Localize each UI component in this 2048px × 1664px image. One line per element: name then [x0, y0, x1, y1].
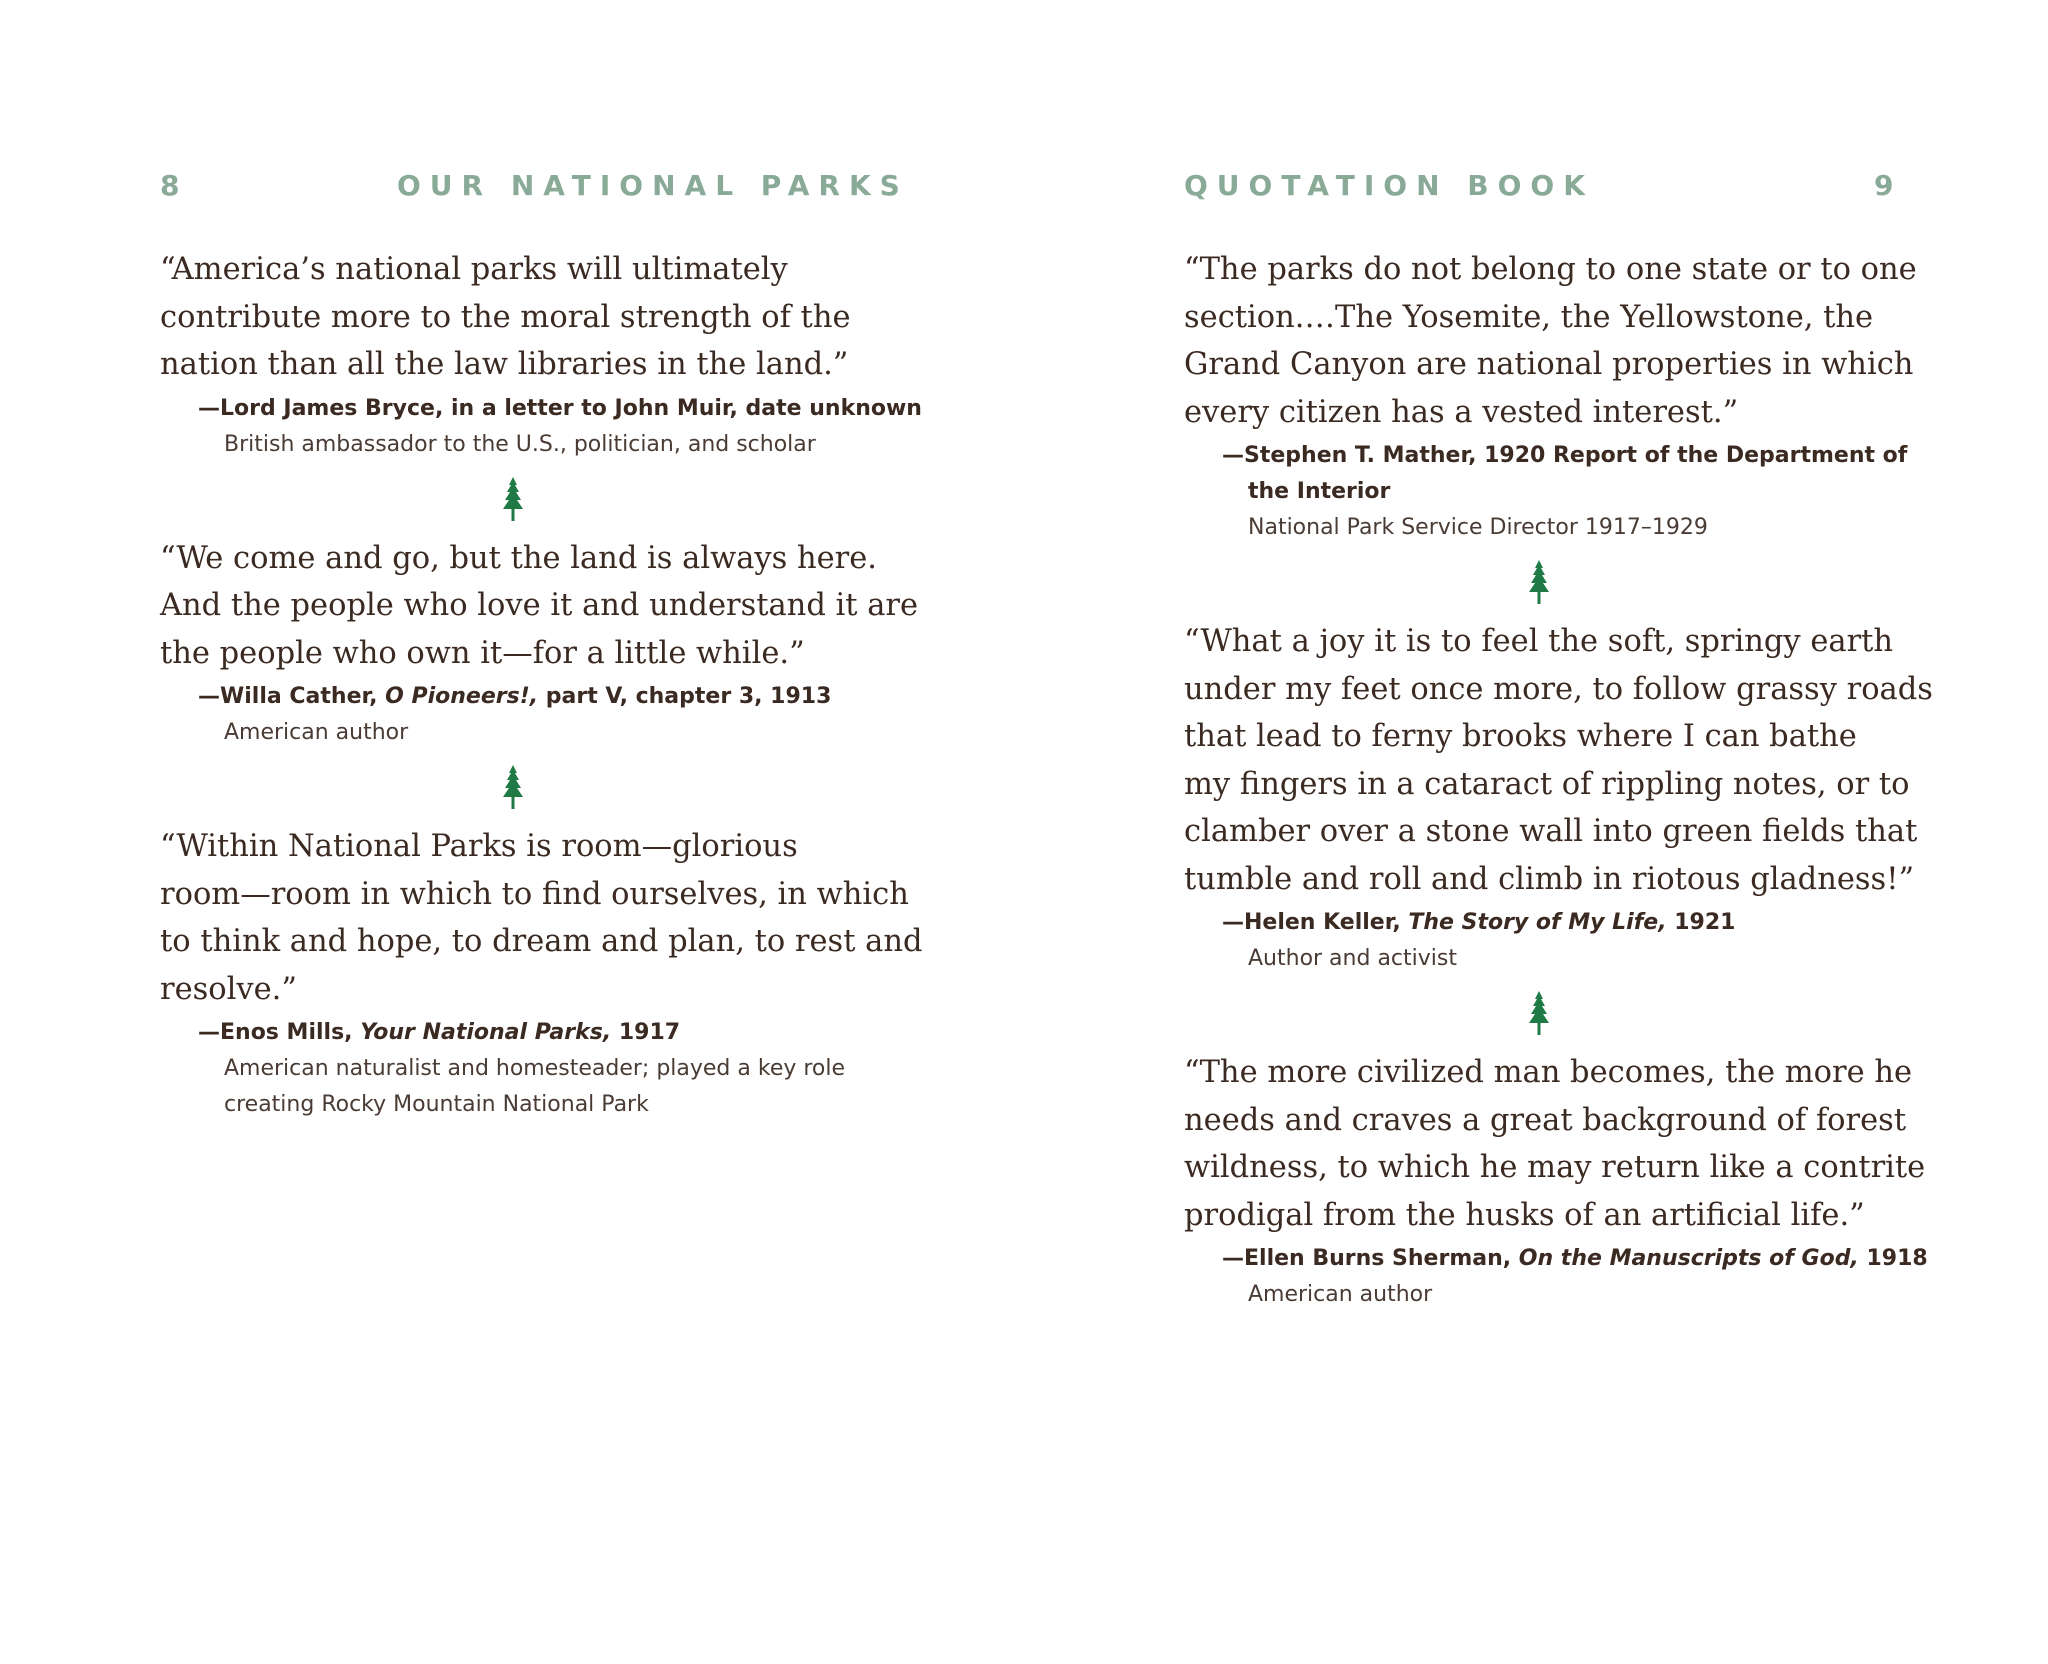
quote-line: Grand Canyon are national properties in which [1184, 347, 1914, 382]
quote-line: room—room in which to find ourselves, in which [160, 876, 909, 912]
quote-line: resolve.” [160, 971, 297, 1007]
attribution: —Willa Cather, O Pioneers!, part V, chapter 3, 1913 [198, 684, 832, 709]
pine-tree-icon [500, 763, 526, 811]
right-page [1024, 0, 2048, 1664]
separator [160, 751, 866, 823]
quote-line: tumble and roll and climb in riotous gladness!” [1184, 861, 1915, 897]
quote-block [1184, 246, 1933, 546]
separator [160, 463, 866, 535]
author-description: American author [1248, 1282, 1433, 1307]
quote-line: “The parks do not belong to one state or to one [1184, 252, 1917, 287]
author-description: British ambassador to the U.S., politician, and scholar [224, 431, 816, 457]
quote-column [160, 246, 923, 1123]
quote-line: “We come and go, but the land is always here. [160, 540, 877, 576]
running-title: QUOTATION BOOK [1184, 169, 1594, 202]
attribution: the Interior [1248, 479, 1391, 504]
quote-line: my fingers in a cataract of rippling notes, or to [1184, 766, 1910, 802]
quote-line: And the people who love it and understand it are [160, 588, 919, 623]
pine-tree-icon [1526, 989, 1552, 1037]
author-description: creating Rocky Mountain National Park [224, 1092, 649, 1117]
quote-line: contribute more to the moral strength of the [160, 299, 851, 335]
attribution: —Helen Keller, The Story of My Life, 1921 [1222, 910, 1736, 935]
attribution: —Stephen T. Mather, 1920 Report of the Department of [1222, 443, 1908, 468]
page-number: 8 [160, 169, 180, 202]
quote-line: “Within National Parks is room—glorious [160, 829, 798, 864]
author-description: Author and activist [1248, 946, 1457, 971]
quote-line: clamber over a stone wall into green fields that [1184, 814, 1918, 849]
quote-block [160, 823, 923, 1123]
quote-line: needs and craves a great background of forest [1184, 1102, 1907, 1138]
pine-tree-icon [1526, 558, 1552, 606]
quote-line: “What a joy it is to feel the soft, springy earth [1184, 624, 1894, 659]
attribution: —Ellen Burns Sherman, On the Manuscripts of God, 1918 [1222, 1246, 1928, 1271]
quote-line: to think and hope, to dream and plan, to rest and [160, 924, 923, 959]
author-description: National Park Service Director 1917–1929 [1248, 515, 1708, 540]
quote-line: that lead to ferny brooks where I can bathe [1184, 719, 1857, 754]
running-title: OUR NATIONAL PARKS [397, 169, 909, 202]
attribution: —Enos Mills, Your National Parks, 1917 [198, 1020, 681, 1045]
quote-line: the people who own it—for a little while.” [160, 635, 805, 671]
quote-line: under my feet once more, to follow grassy roads [1184, 671, 1933, 707]
quote-line: section.…The Yosemite, the Yellowstone, the [1184, 299, 1874, 335]
author-description: American author [224, 720, 409, 745]
pine-tree-icon [500, 475, 526, 523]
quote-column [1184, 246, 1933, 1313]
quote-line: nation than all the law libraries in the land.” [160, 347, 849, 382]
quote-line: “America’s national parks will ultimately [160, 252, 788, 287]
separator [1184, 977, 1894, 1049]
page-number: 9 [1874, 169, 1894, 202]
quote-line: wildness, to which he may return like a contrite [1184, 1150, 1926, 1185]
quote-line: every citizen has a vested interest.” [1184, 394, 1739, 430]
attribution: —Lord James Bryce, in a letter to John Muir, date unknown [198, 395, 922, 421]
author-description: American naturalist and homesteader; played a key role [224, 1056, 846, 1081]
quote-block [160, 246, 923, 463]
quote-block [160, 535, 923, 752]
quote-line: “The more civilized man becomes, the more he [1184, 1055, 1913, 1090]
quote-block [1184, 1049, 1933, 1313]
quote-line: prodigal from the husks of an artificial life.” [1184, 1197, 1865, 1233]
separator [1184, 546, 1894, 618]
quote-block [1184, 618, 1933, 977]
